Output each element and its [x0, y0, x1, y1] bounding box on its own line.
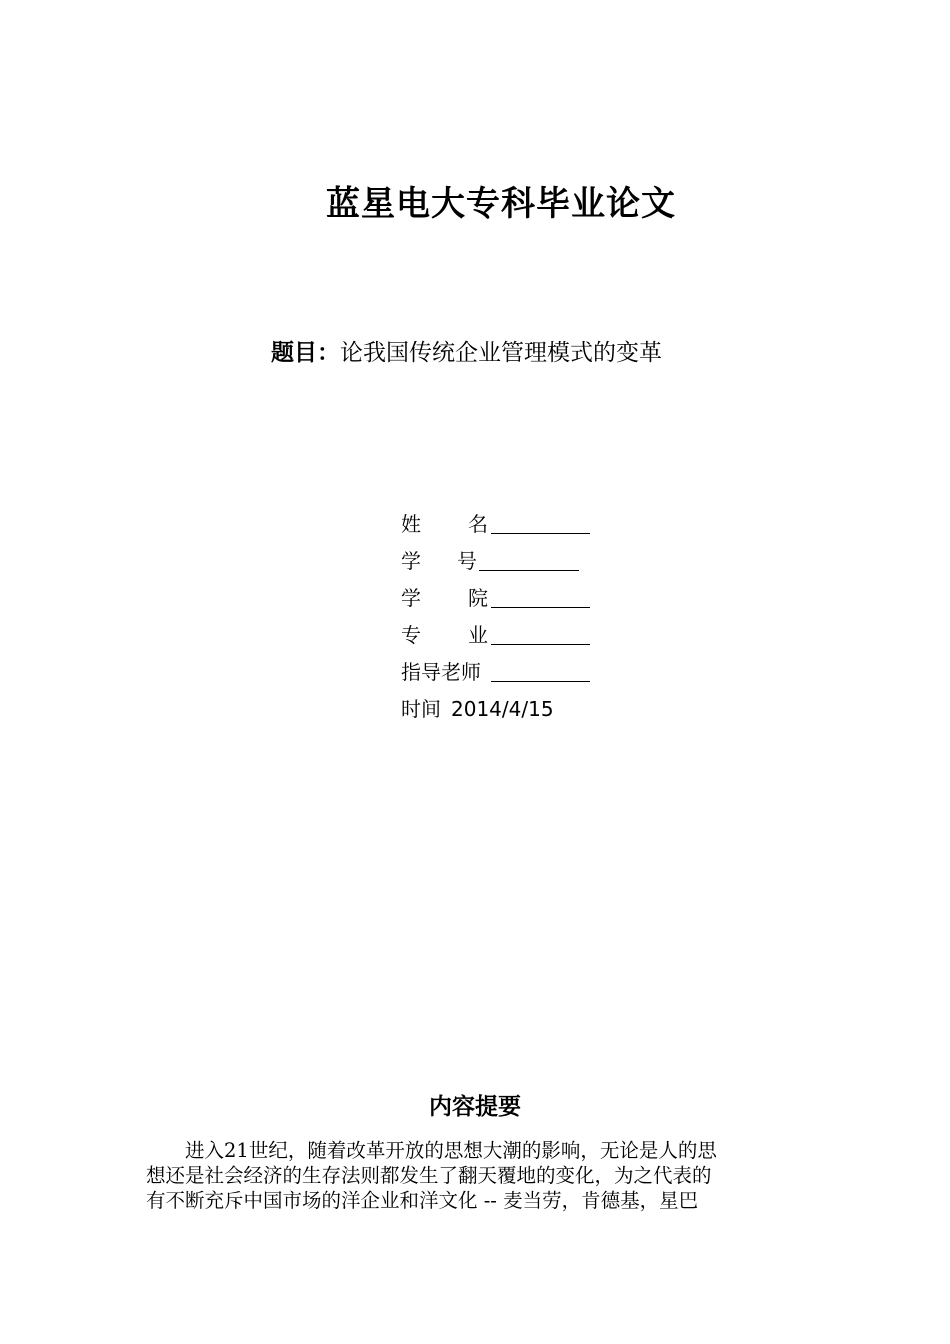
major-label-part1: 专	[401, 623, 421, 647]
student-id-label-part2: 号	[457, 549, 477, 573]
name-blank-line	[491, 533, 590, 534]
subject-label: 题目：	[271, 340, 340, 366]
student-id-label-part1: 学	[401, 549, 421, 573]
summary-heading: 内容提要	[429, 1094, 521, 1120]
college-label-part1: 学	[401, 586, 421, 610]
summary-line: 进入21世纪，随着改革开放的思想大潮的影响，无论是人的思	[146, 1139, 717, 1162]
time-value: 2014/4/15	[451, 697, 554, 721]
name-label-part1: 姓	[401, 512, 421, 536]
major-blank-line	[491, 644, 590, 645]
time-label: 时间	[401, 697, 441, 721]
advisor-label: 指导老师	[401, 660, 481, 684]
major-label-part2: 业	[468, 623, 488, 647]
summary-body	[146, 1138, 806, 1213]
name-label-part2: 名	[468, 512, 488, 536]
college-blank-line	[491, 607, 590, 608]
thesis-title: 蓝星电大专科毕业论文	[326, 184, 676, 224]
thesis-subject	[271, 334, 662, 367]
summary-line: 想还是社会经济的生存法则都发生了翻天覆地的变化，为之代表的	[146, 1164, 712, 1187]
summary-line: 有不断充斥中国市场的洋企业和洋文化 -- 麦当劳，肯德基，星巴	[146, 1189, 699, 1212]
college-label-part2: 院	[468, 586, 488, 610]
student-id-blank-line	[479, 570, 579, 571]
advisor-blank-line	[491, 681, 590, 682]
subject-text: 论我国传统企业管理模式的变革	[340, 340, 662, 366]
